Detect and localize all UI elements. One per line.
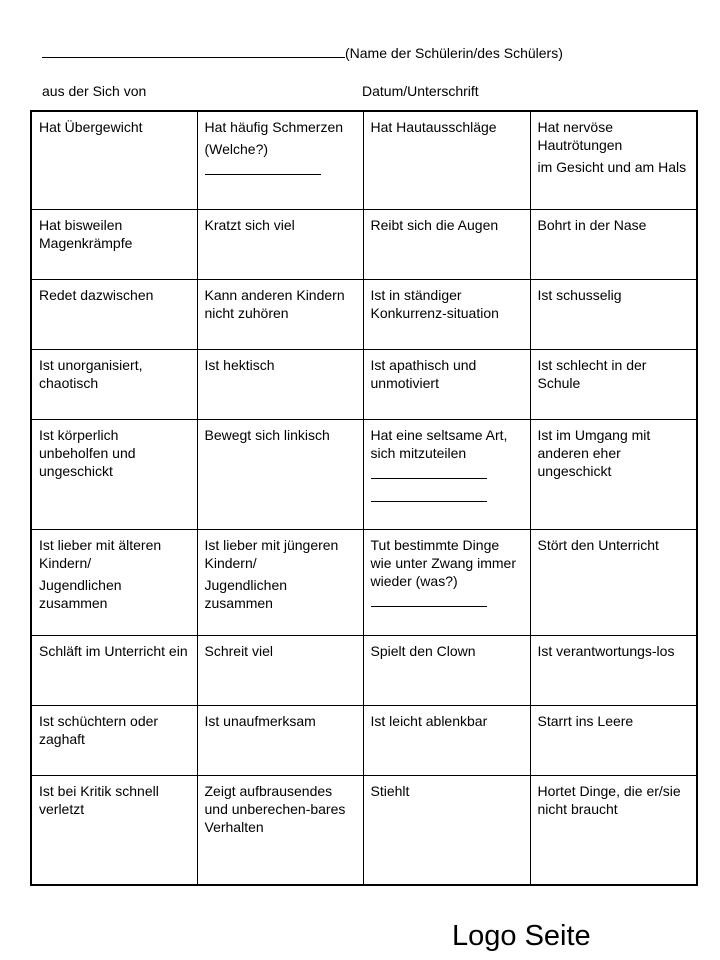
table-cell[interactable] — [197, 635, 363, 705]
cell-text: Stiehlt — [370, 782, 410, 799]
cell-text: Hat bisweilen Magenkrämpfe — [39, 216, 133, 251]
cell-text: Jugendlichen zusammen — [39, 576, 122, 611]
table-cell[interactable] — [363, 705, 530, 775]
table-cell[interactable] — [530, 111, 697, 209]
cell-text: Ist unorganisiert, chaotisch — [39, 356, 143, 391]
cell-text: Hat Hautausschläge — [370, 119, 497, 135]
table-cell[interactable] — [31, 419, 197, 529]
table-cell[interactable] — [197, 775, 363, 885]
cell-text: Ist lieber mit jüngeren Kindern/ — [204, 536, 339, 571]
table-cell[interactable] — [530, 775, 697, 885]
cell-text: Ist in ständiger Konkurrenz-situation — [370, 286, 499, 321]
student-name-line — [42, 43, 563, 62]
cell-text: Kratzt sich viel — [204, 216, 295, 233]
cell-text: Ist im Umgang mit anderen eher ungeschickt — [537, 426, 651, 479]
table-cell[interactable] — [363, 279, 530, 349]
table-row — [31, 111, 697, 209]
cell-text: Schreit viel — [204, 642, 273, 659]
table-cell[interactable] — [530, 529, 697, 635]
cell-text: Hat häufig Schmerzen — [204, 119, 344, 135]
table-cell[interactable] — [363, 419, 530, 529]
cell-text: (Welche?) — [204, 141, 269, 157]
table-cell[interactable] — [197, 111, 363, 209]
table-row — [31, 419, 697, 529]
table-row — [31, 635, 697, 705]
cell-text: Hat eine seltsame Art, sich mitzuteilen — [370, 426, 508, 461]
fill-in-blank[interactable] — [205, 160, 321, 175]
cell-text: Stört den Unterricht — [537, 536, 659, 553]
fill-in-blank[interactable] — [371, 487, 487, 502]
cell-text: Bewegt sich linkisch — [204, 426, 330, 443]
table-cell[interactable] — [197, 529, 363, 635]
table-cell[interactable] — [363, 529, 530, 635]
cell-text: Bohrt in der Nase — [537, 216, 647, 233]
table-cell[interactable] — [530, 635, 697, 705]
cell-text: Ist schlecht in der Schule — [537, 356, 647, 391]
date-signature-label: Datum/Unterschrift — [362, 83, 479, 99]
cell-text: Starrt ins Leere — [537, 712, 634, 729]
table-row — [31, 529, 697, 635]
table-cell[interactable] — [31, 111, 197, 209]
cell-text: Ist leicht ablenkbar — [370, 712, 488, 729]
logo-placeholder: Logo Seite — [452, 920, 591, 952]
cell-text: Hat Übergewicht — [39, 119, 143, 135]
cell-text: Ist schüchtern oder zaghaft — [39, 712, 159, 747]
table-cell[interactable] — [31, 279, 197, 349]
table-row — [31, 209, 697, 279]
table-cell[interactable] — [31, 349, 197, 419]
table-cell[interactable] — [363, 635, 530, 705]
cell-text: Ist verantwortungs-los — [537, 642, 675, 659]
table-cell[interactable] — [197, 209, 363, 279]
table-row — [31, 279, 697, 349]
table-cell[interactable] — [31, 209, 197, 279]
table-cell[interactable] — [363, 349, 530, 419]
table-cell[interactable] — [363, 111, 530, 209]
cell-text: Ist körperlich unbeholfen und ungeschickt — [39, 426, 136, 479]
table-cell[interactable] — [530, 419, 697, 529]
cell-text: Reibt sich die Augen — [370, 216, 499, 233]
cell-text: Jugendlichen zusammen — [204, 576, 288, 611]
cell-text: Redet dazwischen — [39, 286, 154, 303]
fill-in-blank[interactable] — [371, 464, 487, 479]
cell-text: Ist unaufmerksam — [204, 712, 316, 729]
cell-text: Kann anderen Kindern nicht zuhören — [204, 286, 345, 321]
cell-text: Ist hektisch — [204, 356, 275, 373]
table-cell[interactable] — [197, 419, 363, 529]
fill-in-blank[interactable] — [371, 592, 487, 607]
cell-text: Hat nervöse Hautrötungen — [537, 119, 623, 153]
table-cell[interactable] — [197, 349, 363, 419]
cell-text: Tut bestimmte Dinge wie unter Zwang immer wieder (was?) — [370, 536, 516, 589]
table-row — [31, 705, 697, 775]
table-cell[interactable] — [363, 775, 530, 885]
table-cell[interactable] — [530, 349, 697, 419]
cell-text: Ist apathisch und unmotiviert — [370, 356, 477, 391]
table-row — [31, 775, 697, 885]
behavior-checklist-table — [30, 110, 698, 886]
perspective-label: aus der Sich von — [42, 83, 147, 99]
table-cell[interactable] — [31, 529, 197, 635]
cell-text: im Gesicht und am Hals — [537, 159, 687, 175]
cell-text: Schläft im Unterricht ein — [39, 642, 188, 659]
cell-text: Spielt den Clown — [370, 642, 476, 659]
table-cell[interactable] — [363, 209, 530, 279]
table-cell[interactable] — [197, 705, 363, 775]
student-name-label: (Name der Schülerin/des Schülers) — [345, 45, 563, 61]
cell-text: Ist bei Kritik schnell verletzt — [39, 782, 159, 817]
table-cell[interactable] — [31, 775, 197, 885]
table-row — [31, 349, 697, 419]
student-name-blank[interactable] — [42, 43, 345, 58]
table-cell[interactable] — [530, 279, 697, 349]
cell-text: Ist schusselig — [537, 286, 622, 303]
cell-text: Hortet Dinge, die er/sie nicht braucht — [537, 782, 681, 817]
cell-text: Ist lieber mit älteren Kindern/ — [39, 536, 162, 571]
table-cell[interactable] — [530, 705, 697, 775]
table-cell[interactable] — [197, 279, 363, 349]
table-cell[interactable] — [530, 209, 697, 279]
cell-text: Zeigt aufbrausendes und unberechen-bares Verhalten — [204, 782, 346, 835]
table-cell[interactable] — [31, 635, 197, 705]
table-cell[interactable] — [31, 705, 197, 775]
